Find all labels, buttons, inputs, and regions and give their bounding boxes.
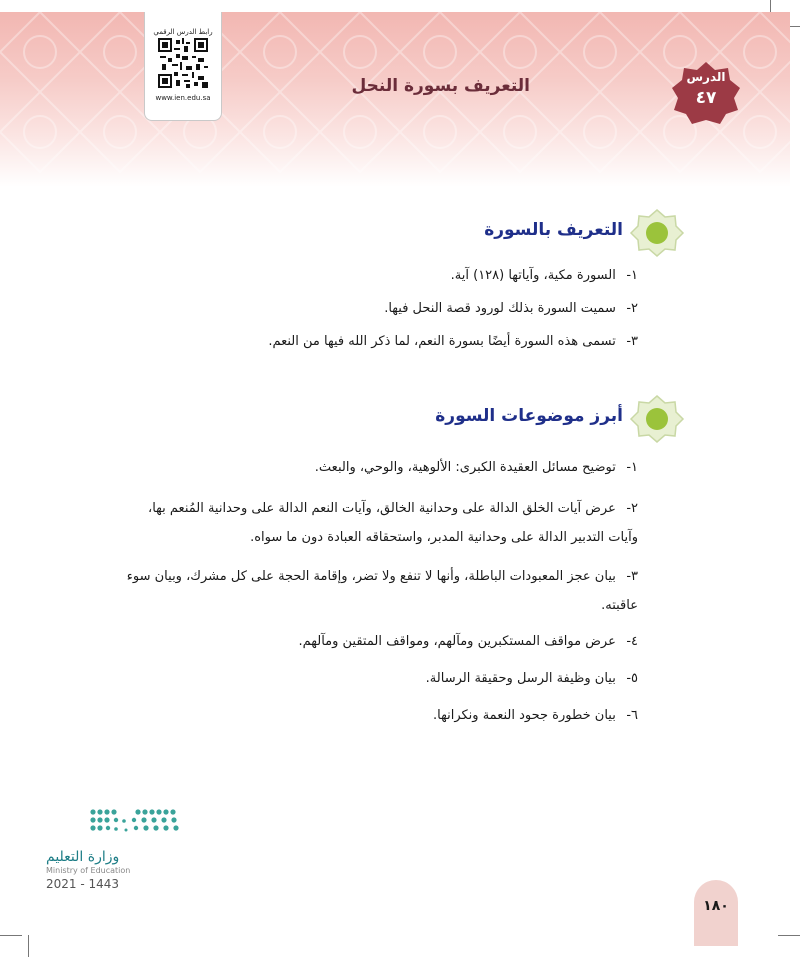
lesson-label: الدرس <box>686 70 726 84</box>
list-item: ٢- سميت السورة بذلك لورود قصة النحل فيها. <box>384 301 638 316</box>
ministry-name-arabic: وزارة التعليم <box>46 849 120 865</box>
leaf-ornament-icon <box>629 394 685 444</box>
list-item: ٣- تسمى هذه السورة أيضًا بسورة النعم، لما ذكر الله فيها من النعم. <box>268 334 638 349</box>
leaf-ornament-icon <box>629 208 685 258</box>
crop-mark <box>0 935 22 936</box>
section-heading-main-topics <box>430 394 685 444</box>
list-item: ٤- عرض مواقف المستكبرين ومآلهم، ومواقف المتقين ومآلهم. <box>298 634 638 649</box>
list-item: ١- توضيح مسائل العقيدة الكبرى: الألوهية، والوحي، والبعث. <box>314 460 638 475</box>
list-item: ٦- بيان خطورة جحود النعمة ونكرانها. <box>433 708 638 723</box>
ministry-year: 2021 - 1443 <box>46 877 120 891</box>
crop-mark <box>778 935 800 936</box>
section-title: أبرز موضوعات السورة <box>435 406 623 426</box>
list-item: ٢- عرض آيات الخلق الدالة على وحدانية الخالق، وآيات النعم الدالة على وحدانية المُنعم بها، وآيات التدبير الدالة على وحدانية المدبر، واستحقاقه العبادة دون ما سواه. <box>148 501 638 545</box>
qr-code-icon[interactable] <box>158 38 208 88</box>
section-title: التعريف بالسورة <box>484 220 623 240</box>
list-item: ٥- بيان وظيفة الرسل وحقيقة الرسالة. <box>425 671 638 686</box>
list-item: ١- السورة مكية، وآياتها (١٢٨) آية. <box>450 268 638 283</box>
section-heading-definition <box>470 208 685 258</box>
digital-lesson-qr-card[interactable] <box>144 12 222 121</box>
crop-mark <box>28 935 29 957</box>
page-number: ١٨٠ <box>703 898 729 914</box>
qr-url: www.ien.edu.sa <box>155 94 211 102</box>
qr-caption: رابط الدرس الرقمي <box>153 28 213 36</box>
lesson-title: التعريف بسورة النحل <box>351 76 530 96</box>
lesson-number: ٤٧ <box>695 88 717 108</box>
list-item: ٣- بيان عجز المعبودات الباطلة، وأنها لا تنفع ولا تضر، وإقامة الحجة على كل مشرك، وبيان سوء عاقبته. <box>126 569 638 613</box>
ministry-name-english: Ministry of Education <box>46 866 131 875</box>
